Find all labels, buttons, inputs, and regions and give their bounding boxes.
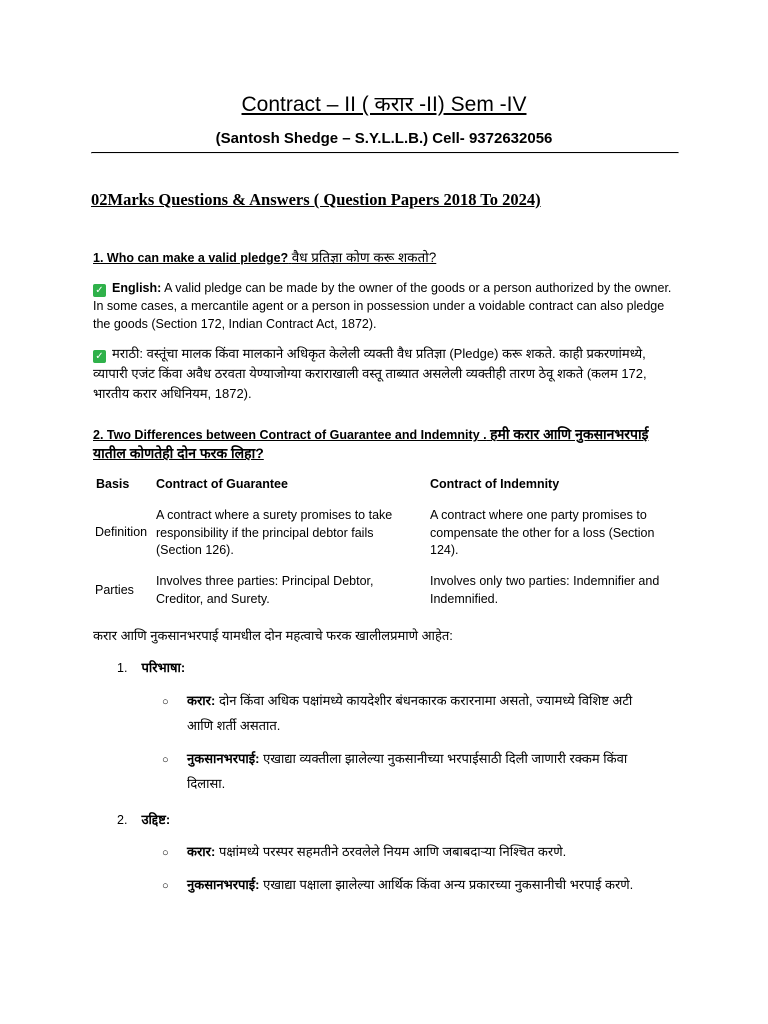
table-header-basis: Basis <box>96 477 130 491</box>
sub-item-term: करार: <box>187 844 216 859</box>
header-divider <box>91 152 679 154</box>
answer-1-english <box>93 279 678 333</box>
table-cell-indemnity: Involves only two parties: Indemnifier and Indemnified. <box>430 574 660 606</box>
sub-item-text: पक्षांमध्ये परस्पर सहमतीने ठरवलेले नियम आणि जबाबदाऱ्या निश्चित करणे. <box>218 844 567 859</box>
list-item-number <box>117 658 185 676</box>
sub-item-text: एखाद्या व्यक्तीला झालेल्या नुकसानीच्या भरपाईसाठी दिली जाणारी रक्कम किंवा दिलासा. <box>187 751 628 791</box>
table-cell-basis: Definition <box>95 525 148 539</box>
english-answer-text: A valid pledge can be made by the owner of the goods or a person authorized by the owner. In some cases, a mercantile agent or a person in possession under a voidable contract can also pledge the goods (Section 172, Indian Contract Act, 1872). <box>93 281 672 331</box>
table-cell-indemnity: A contract where one party promises to compensate the other for a loss (Section 124). <box>430 508 655 557</box>
check-box-icon: ✓ <box>93 350 106 363</box>
list-sub-item <box>187 872 657 897</box>
list-number: 2. <box>117 813 128 827</box>
sub-item-text: एखाद्या पक्षाला झालेल्या आर्थिक किंवा अन्य प्रकारच्या नुकसानीची भरपाई करणे. <box>263 877 634 892</box>
list-sub-item <box>187 746 657 796</box>
circle-bullet-icon: ○ <box>162 696 169 708</box>
marathi-answer-text: मराठी: वस्तूंचा मालक किंवा मालकाने अधिकृत केलेली व्यक्ती वैध प्रतिज्ञा (Pledge) करू शकते. काही प्रकरणांमध्ये, व्यापारी एजंट किंवा अवैध ठरवता येण्याजोग्या कराराखाली वस्तू ताब्यात असलेली व्यक्तीही तारण ठेवू शकते (कलम 172, भारतीय करार अधिनियम, 1872). <box>93 346 647 401</box>
list-item-title: परिभाषा: <box>141 660 186 675</box>
list-sub-item <box>187 839 667 864</box>
question-1 <box>93 249 683 267</box>
table-header-guarantee: Contract of Guarantee <box>156 477 288 491</box>
question-2 <box>93 425 683 463</box>
question-1-mr: वैध प्रतिज्ञा कोण करू शकतो? <box>291 250 437 265</box>
list-item-number <box>117 810 170 828</box>
table-cell-guarantee: A contract where a surety promises to take responsibility if the principal debtor fails (Section 126). <box>156 508 393 557</box>
table-header-indemnity: Contract of Indemnity <box>430 477 560 491</box>
question-2-mr: हमी करार आणि नुकसानभरपाई यातील कोणतेही दोन फरक लिहा? <box>93 426 649 461</box>
sub-item-text: दोन किंवा अधिक पक्षांमध्ये कायदेशीर बंधनकारक करारनामा असतो, ज्यामध्ये विशिष्ट अटी आणि शर्ती असतात. <box>187 693 633 733</box>
circle-bullet-icon: ○ <box>162 847 169 859</box>
table-cell-guarantee: Involves three parties: Principal Debtor, Creditor, and Surety. <box>156 574 374 606</box>
check-box-icon: ✓ <box>93 284 106 297</box>
question-1-en: 1. Who can make a valid pledge? <box>93 251 289 265</box>
author-line: (Santosh Shedge – S.Y.L.L.B.) Cell- 9372632056 <box>215 130 553 147</box>
question-2-en: 2. Two Differences between Contract of Guarantee and Indemnity . <box>93 428 487 442</box>
english-label: English: <box>112 281 162 295</box>
list-item-title: उद्दिष्ट: <box>141 812 171 827</box>
table-cell-basis: Parties <box>95 583 134 597</box>
circle-bullet-icon: ○ <box>162 880 169 892</box>
sub-item-term: नुकसानभरपाई: <box>187 877 260 892</box>
circle-bullet-icon: ○ <box>162 754 169 766</box>
sub-item-term: करार: <box>187 693 216 708</box>
list-sub-item <box>187 688 657 738</box>
differences-intro: करार आणि नुकसानभरपाई यामधील दोन महत्वाचे फरक खालीलप्रमाणे आहेत: <box>93 628 453 643</box>
document-title: Contract – II ( करार -II) Sem -IV <box>241 93 527 116</box>
answer-1-marathi <box>93 344 678 404</box>
section-heading: 02Marks Questions & Answers ( Question Papers 2018 To 2024) <box>91 190 541 209</box>
list-number: 1. <box>117 661 128 675</box>
sub-item-term: नुकसानभरपाई: <box>187 751 260 766</box>
